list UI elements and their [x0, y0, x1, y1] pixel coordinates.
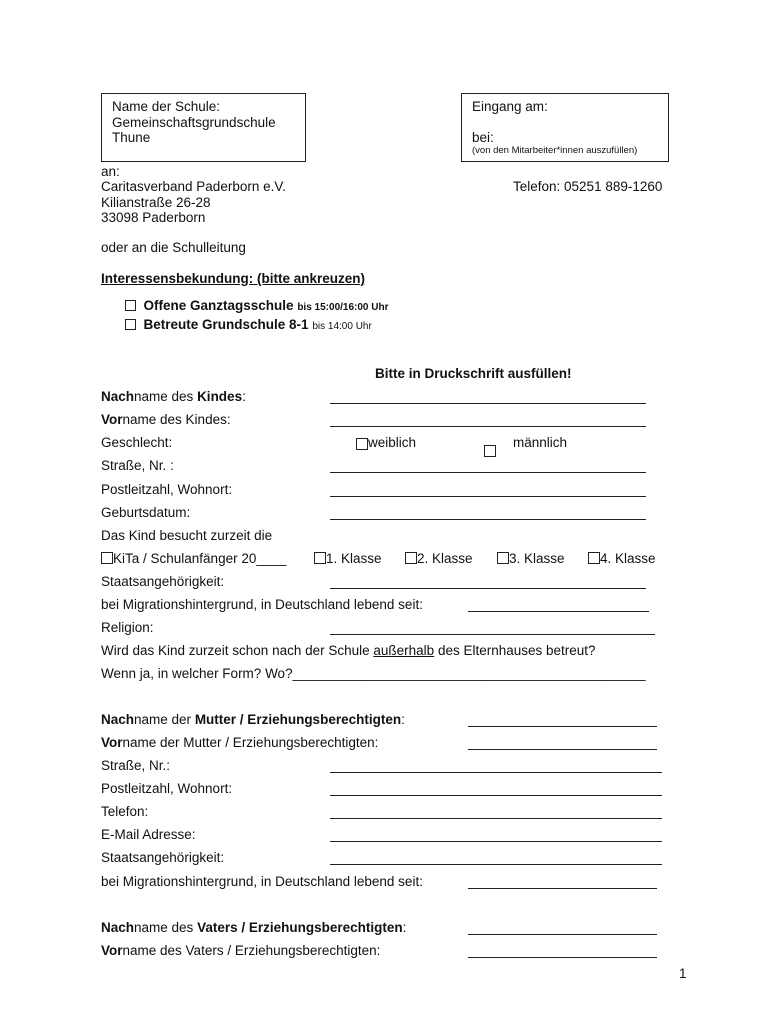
child-firstname-field[interactable]: [330, 426, 646, 427]
address-alt: oder an die Schulleitung: [101, 240, 246, 255]
child-lastname-label: Nachname des Kindes:: [101, 389, 246, 404]
child-postal-field[interactable]: [330, 496, 646, 497]
checkbox-class-4[interactable]: [588, 552, 600, 564]
mother-firstname-field[interactable]: [468, 749, 657, 750]
mother-postal-label: Postleitzahl, Wohnort:: [101, 781, 233, 796]
instruction: Bitte in Druckschrift ausfüllen!: [375, 366, 572, 381]
child-street-label: Straße, Nr. :: [101, 458, 174, 473]
checkbox-male[interactable]: [484, 445, 496, 457]
ogs-label: Offene Ganztagsschule: [143, 298, 294, 313]
child-nationality-field[interactable]: [330, 588, 646, 589]
mother-migration-field[interactable]: [468, 888, 657, 889]
child-lastname-field[interactable]: [330, 403, 646, 404]
child-care-question: Wird das Kind zurzeit schon nach der Schule außerhalb des Elternhauses betreut?: [101, 643, 596, 658]
checkbox-female[interactable]: [356, 438, 368, 450]
checkbox-class-3[interactable]: [497, 552, 509, 564]
father-firstname-field[interactable]: [468, 957, 657, 958]
mother-lastname-label: Nachname der Mutter / Erziehungsberechtigten:: [101, 712, 405, 727]
school-name-value-2: Thune: [112, 130, 151, 145]
child-attends-label: Das Kind besucht zurzeit die: [101, 528, 273, 543]
interest-heading: Interessensbekundung: (bitte ankreuzen): [101, 271, 366, 286]
class-2-option[interactable]: 2. Klasse: [405, 551, 473, 566]
child-nationality-label: Staatsangehörigkeit:: [101, 574, 225, 589]
ogs-time: bis 15:00/16:00 Uhr: [297, 302, 389, 313]
betreute-label: Betreute Grundschule 8-1: [143, 317, 309, 332]
checkbox-ogs[interactable]: [125, 300, 136, 311]
address-to: an:: [101, 164, 120, 179]
child-religion-label: Religion:: [101, 620, 154, 635]
child-care-form-field[interactable]: Wenn ja, in welcher Form? Wo?_______________________________________________: [101, 666, 646, 681]
mother-phone-label: Telefon:: [101, 804, 149, 819]
child-migration-label: bei Migrationshintergrund, in Deutschland lebend seit:: [101, 597, 423, 612]
father-lastname-label: Nachname des Vaters / Erziehungsberechtigten:: [101, 920, 407, 935]
class-3-option[interactable]: 3. Klasse: [497, 551, 565, 566]
child-gender-label: Geschlecht:: [101, 435, 173, 450]
class-1-option[interactable]: 1. Klasse: [314, 551, 382, 566]
mother-migration-label: bei Migrationshintergrund, in Deutschland lebend seit:: [101, 874, 423, 889]
father-firstname-label: Vorname des Vaters / Erziehungsberechtigten:: [101, 943, 381, 958]
mother-lastname-field[interactable]: [468, 726, 657, 727]
checkbox-class-1[interactable]: [314, 552, 326, 564]
mother-email-field[interactable]: [330, 841, 662, 842]
child-firstname-label: Vorname des Kindes:: [101, 412, 231, 427]
mother-street-field[interactable]: [330, 772, 662, 773]
mother-street-label: Straße, Nr.:: [101, 758, 171, 773]
address-street: Kilianstraße 26-28: [101, 195, 211, 210]
child-migration-field[interactable]: [468, 611, 649, 612]
gender-male-label: männlich: [513, 435, 568, 450]
school-name-value-1: Gemeinschaftsgrundschule: [112, 115, 276, 130]
school-name-box: [101, 93, 306, 162]
mother-postal-field[interactable]: [330, 795, 662, 796]
address-phone: Telefon: 05251 889-1260: [513, 179, 663, 194]
father-lastname-field[interactable]: [468, 934, 657, 935]
intake-date-label: Eingang am:: [472, 99, 548, 114]
child-religion-field[interactable]: [330, 634, 655, 635]
school-name-label: Name der Schule:: [112, 99, 221, 114]
interest-option-betreute[interactable]: [125, 317, 372, 332]
class-kita-option[interactable]: KiTa / Schulanfänger 20____: [101, 551, 286, 566]
mother-firstname-label: Vorname der Mutter / Erziehungsberechtigten:: [101, 735, 379, 750]
intake-by-label: bei:: [472, 130, 494, 145]
interest-option-ogs[interactable]: [125, 298, 389, 313]
child-birth-label: Geburtsdatum:: [101, 505, 191, 520]
child-postal-label: Postleitzahl, Wohnort:: [101, 482, 233, 497]
intake-note: (von den Mitarbeiter*innen auszufüllen): [472, 145, 638, 156]
checkbox-class-2[interactable]: [405, 552, 417, 564]
gender-female-option[interactable]: weiblich: [356, 435, 416, 450]
mother-phone-field[interactable]: [330, 818, 662, 819]
page-number: 1: [679, 966, 687, 981]
checkbox-kita[interactable]: [101, 552, 113, 564]
address-org: Caritasverband Paderborn e.V.: [101, 179, 286, 194]
checkbox-betreute[interactable]: [125, 319, 136, 330]
class-4-option[interactable]: 4. Klasse: [588, 551, 656, 566]
child-street-field[interactable]: [330, 472, 646, 473]
mother-nationality-label: Staatsangehörigkeit:: [101, 850, 225, 865]
betreute-time: bis 14:00 Uhr: [312, 321, 372, 332]
address-city: 33098 Paderborn: [101, 210, 206, 225]
child-birth-field[interactable]: [330, 519, 646, 520]
mother-nationality-field[interactable]: [330, 864, 662, 865]
intake-box: [461, 93, 669, 162]
mother-email-label: E-Mail Adresse:: [101, 827, 196, 842]
